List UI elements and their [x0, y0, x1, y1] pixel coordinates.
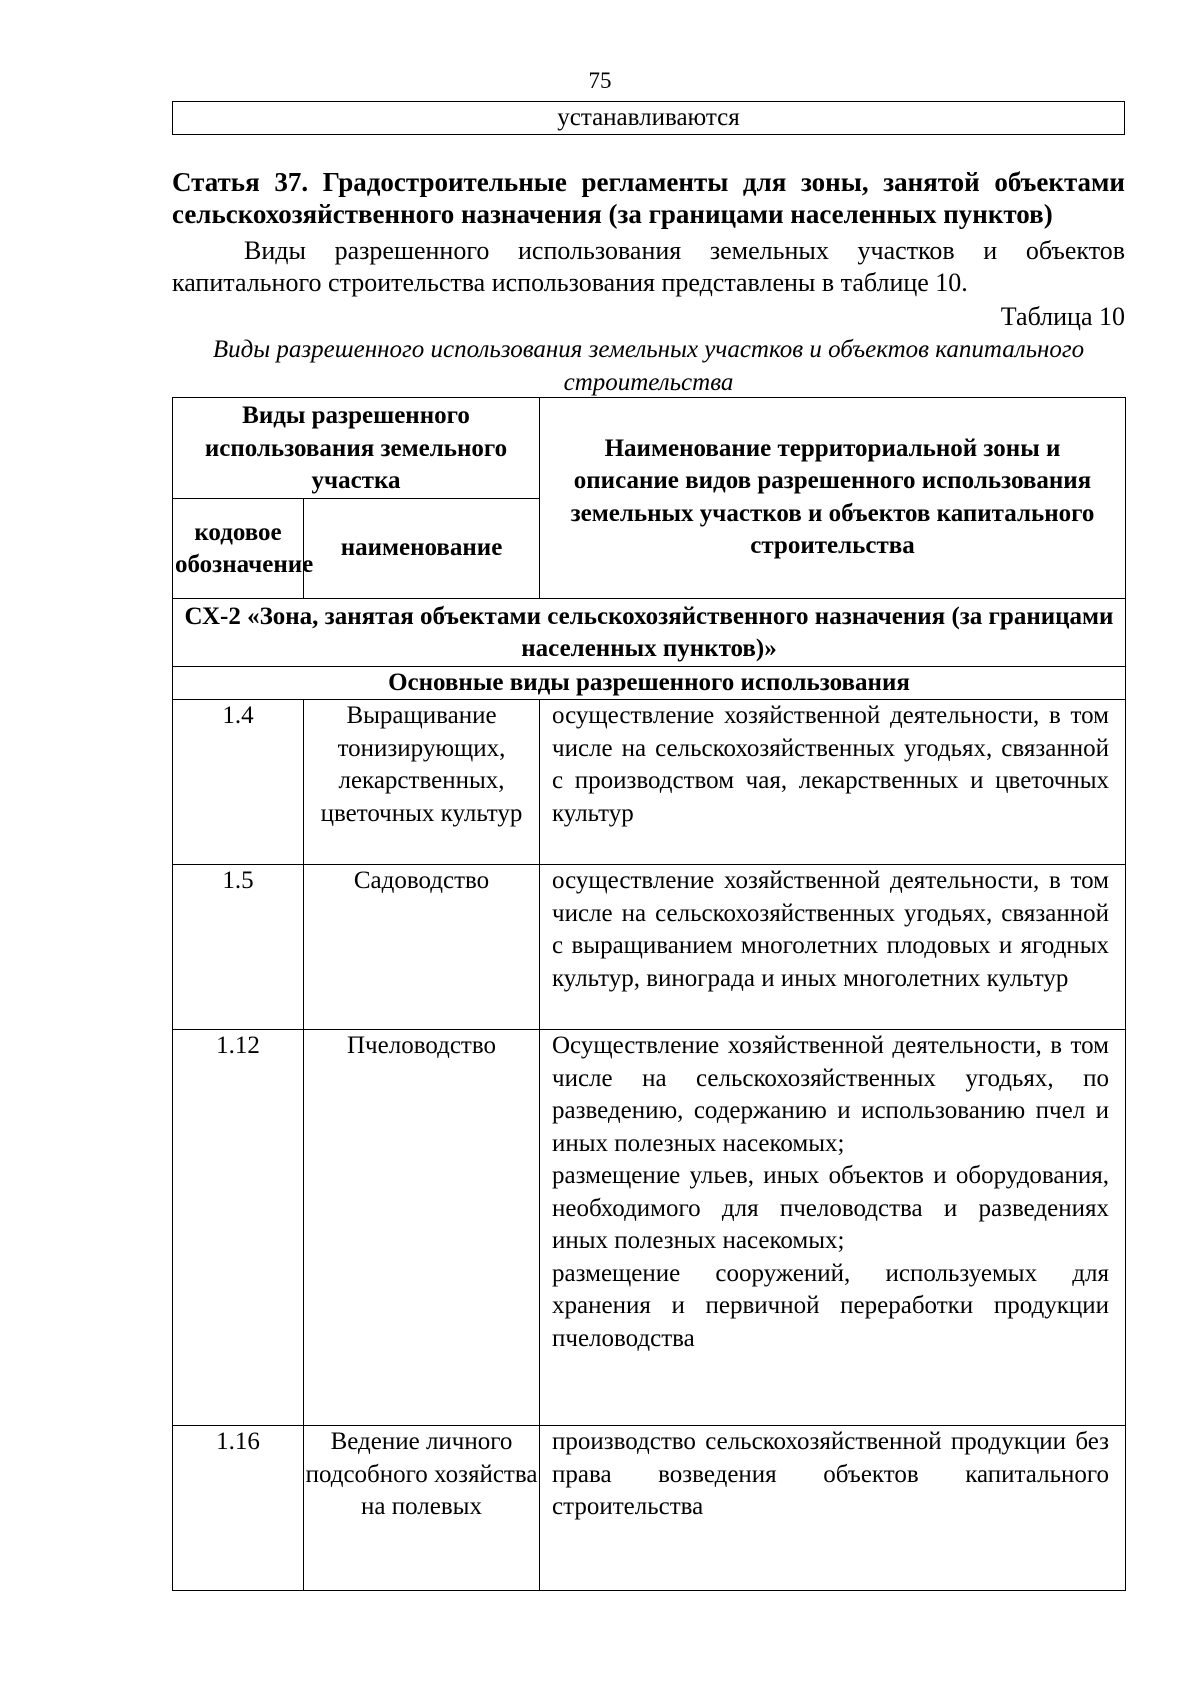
zone-title-row: СХ-2 «Зона, занятая объектами сельскохозяйственного назначения (за границами населенных пунктов)» — [173, 598, 1126, 666]
row-description — [540, 865, 1126, 1030]
table-row — [173, 1426, 1126, 1591]
description-paragraph: размещение сооружений, используемых для хранения и первичной переработки продукции пчеловодства — [552, 1259, 1109, 1352]
section-title-row: Основные виды разрешенного использования — [173, 666, 1126, 700]
header-code: кодовое обозначение — [173, 498, 304, 598]
header-zone-description: Наименование территориальной зоны и описание видов разрешенного использования земельных участков и объектов капитального строительства — [540, 398, 1126, 599]
header-name: наименование — [304, 498, 540, 598]
intro-paragraph: Виды разрешенного использования земельных участков и объектов капитального строительства использования представлены в таблице 10. — [172, 236, 1125, 297]
row-code: 1.12 — [173, 1030, 304, 1426]
table-caption: Виды разрешенного использования земельных участков и объектов капитального строительства — [212, 336, 1085, 396]
row-description — [540, 700, 1126, 865]
description-paragraph: осуществление хозяйственной деятельности, в том числе на сельскохозяйственных угодьях, связанной с производством чая, лекарственных и цветочных культур — [552, 702, 1109, 827]
carryover-cell: устанавливаются — [173, 102, 1125, 135]
table-row — [173, 1030, 1126, 1426]
table-row — [173, 865, 1126, 1030]
row-code: 1.5 — [173, 865, 304, 1030]
description-paragraph: размещение ульев, иных объектов и оборудования, необходимого для пчеловодства и разведениях иных полезных насекомых; — [552, 1162, 1109, 1254]
table-row — [173, 700, 1126, 865]
article-heading: Статья 37. Градостроительные регламенты для зоны, занятой объектами сельскохозяйственного назначения (за границами населенных пунктов) — [172, 167, 1125, 229]
row-name: Выращивание тонизирующих, лекарственных, цветочных культур — [304, 700, 540, 865]
description-paragraph: Осуществление хозяйственной деятельности, в том числе на сельскохозяйственных угодьях, по разведению, содержанию и использованию пчел и иных полезных насекомых; — [552, 1032, 1109, 1157]
carryover-table-row — [172, 101, 1125, 135]
header-land-use-types: Виды разрешенного использования земельного участка — [173, 398, 540, 499]
description-paragraph: осуществление хозяйственной деятельности, в том числе на сельскохозяйственных угодьях, связанной с выращиванием многолетних плодовых и ягодных культур, винограда и иных многолетних культур — [552, 867, 1109, 992]
row-name: Садоводство — [304, 865, 540, 1030]
row-name: Ведение личного подсобного хозяйства на полевых — [304, 1426, 540, 1591]
description-paragraph: производство сельскохозяйственной продукции без права возведения объектов капитального строительства — [552, 1428, 1109, 1520]
row-description — [540, 1030, 1126, 1426]
row-code: 1.4 — [173, 700, 304, 865]
table-number-label: Таблица 10 — [1000, 302, 1125, 331]
row-name: Пчеловодство — [304, 1030, 540, 1426]
page-number: 75 — [588, 68, 612, 93]
row-code: 1.16 — [173, 1426, 304, 1591]
row-description — [540, 1426, 1126, 1591]
land-use-table — [172, 397, 1126, 1591]
